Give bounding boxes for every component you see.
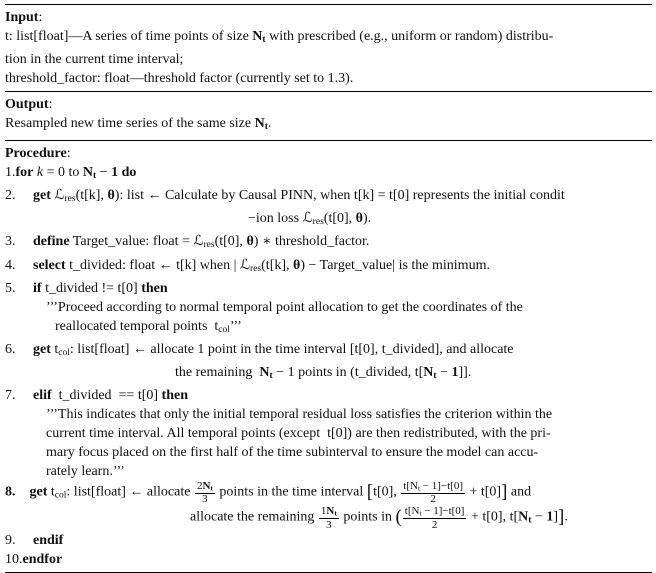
algorithm-lines bbox=[5, 4, 652, 573]
algo-line: tion in the current time interval; bbox=[5, 52, 184, 68]
algo-line: the remaining $N_t - 1$ points in (t_divided, $t[N_t - 1]$]. bbox=[175, 364, 472, 381]
algo-line: t: list[float]—A series of time points of size $N_t$ with prescribed (e.g., uniform or random) distribu- bbox=[5, 29, 554, 46]
fraction: $\frac{1N_t}{3}$ bbox=[320, 505, 337, 531]
algo-line: current time interval. All temporal points (except t[0]) are then redistributed, with the pri- bbox=[46, 425, 551, 441]
algo-line: 10.endfor bbox=[5, 552, 63, 568]
fraction: $\frac{t[N_t - 1]-t[0]}{2}$ bbox=[404, 505, 465, 531]
algo-line: rately learn.’’’ bbox=[46, 463, 125, 479]
algo-line: 7. elif t_divided == t[0] then bbox=[5, 387, 188, 403]
algo-line: 3. define Target_value: float = ℒ$_{res}$(t[0], θ) ∗ threshold_factor. bbox=[5, 234, 370, 251]
algo-line: reallocated temporal points $t_{col}$’’’ bbox=[55, 318, 242, 335]
divider bbox=[5, 91, 652, 92]
algo-line: Input: bbox=[5, 10, 43, 25]
divider bbox=[5, 140, 652, 141]
algo-line: Resampled new time series of the same size $N_t$. bbox=[5, 116, 272, 133]
algo-line: ’’’This indicates that only the initial temporal residual loss satisfies the criterion within the bbox=[46, 406, 553, 422]
algo-line: 5. if t_divided != t[0] then bbox=[5, 280, 168, 296]
divider bbox=[5, 4, 652, 5]
algo-line: 1.for k = 0 to $N_t - 1$ do bbox=[5, 165, 137, 182]
algo-line: allocate the remaining $\frac{1N_t}{3}$ points in ( $\frac{t[N_t - 1]-t[0]}{2}$ + t[0], $t[N_t - 1]$]. bbox=[190, 505, 568, 531]
algo-line: Output: bbox=[5, 97, 53, 113]
algo-line: 4. select t_divided: float ← t[k] when | ℒ$_{res}$(t[k], θ) − Target_value| is the minimum. bbox=[5, 257, 490, 274]
algo-line: 9. endif bbox=[5, 533, 64, 549]
algo-line: 8. get $t_{col}$: list[float] ← allocate $\frac{2N_t}{3}$ points in the time interval [t[0], $\frac{t[N_t - 1]-t[0]}{2}$ + t[0]] and bbox=[5, 479, 532, 506]
algo-line: mary focus placed on the first half of the time subinterval to ensure the model can accu- bbox=[46, 444, 539, 460]
algo-line: ’’’Proceed according to normal temporal point allocation to get the coordinates of the bbox=[46, 299, 523, 315]
algo-line: 6. get $t_{col}$: list[float] ← allocate 1 point in the time interval [t[0], t_divided], and allocate bbox=[5, 341, 514, 358]
fraction: $\frac{2N_t}{3}$ bbox=[196, 479, 213, 506]
algo-line: 2. get ℒ$_{res}$(t[k], θ): list ← Calculate by Causal PINN, when t[k] = t[0] represents the initial condit bbox=[5, 188, 565, 205]
fraction: $\frac{t[N_t - 1]-t[0]}{2}$ bbox=[403, 479, 463, 506]
algo-line: threshold_factor: float—threshold factor (currently set to 1.3). bbox=[5, 71, 354, 87]
algo-line: Procedure: bbox=[5, 146, 71, 162]
algo-line: −ion loss ℒ$_{res}$(t[0], θ). bbox=[248, 211, 372, 228]
